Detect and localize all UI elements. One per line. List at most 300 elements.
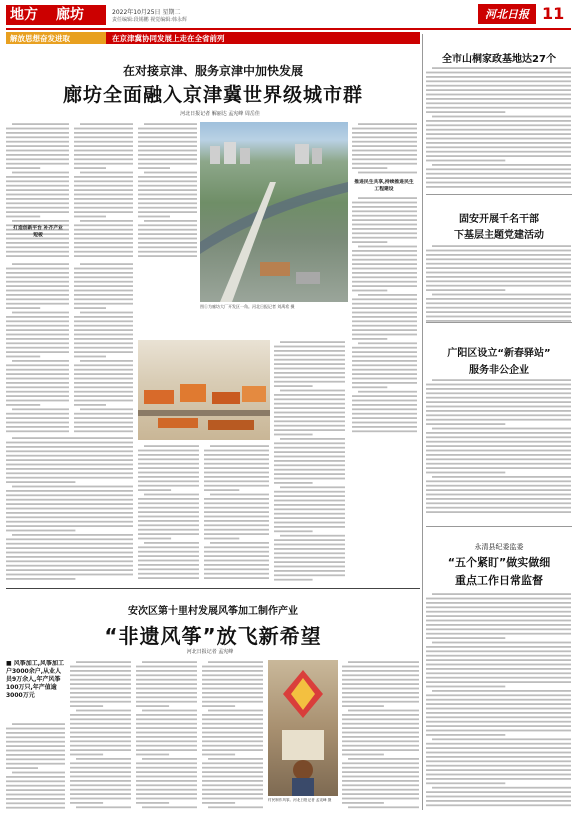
text-line [274, 504, 345, 506]
text-line [74, 351, 133, 353]
text-line [70, 793, 131, 795]
text-line [6, 391, 69, 393]
text-line [426, 441, 571, 443]
text-line [202, 740, 263, 742]
text-line [138, 145, 197, 147]
text-line [352, 351, 417, 353]
text-line [274, 530, 313, 532]
text-line [136, 688, 197, 690]
text-line [426, 289, 505, 291]
text-line [6, 347, 69, 349]
text-line [426, 177, 571, 179]
text-line [74, 224, 133, 226]
text-line [426, 298, 571, 300]
story4-headline-2: 重点工作日常监督 [455, 574, 543, 587]
text-line [138, 132, 197, 134]
text-line [136, 740, 197, 742]
text-line [136, 683, 197, 685]
body-text-texture [274, 340, 346, 584]
text-line [352, 136, 417, 138]
text-line [74, 422, 133, 424]
text-line [426, 263, 571, 265]
text-line [342, 723, 419, 725]
text-line [6, 459, 133, 461]
body-text-texture [6, 122, 70, 260]
text-line [426, 686, 505, 688]
text-line [426, 186, 571, 188]
text-line [12, 360, 69, 362]
text-line [426, 467, 571, 469]
text-line [274, 434, 313, 436]
body-text-texture [74, 122, 134, 260]
text-line [426, 267, 571, 269]
body-text-texture [6, 722, 66, 812]
text-line [426, 668, 571, 670]
text-line [70, 754, 103, 756]
text-line [352, 254, 417, 256]
text-line [138, 136, 197, 138]
text-line [426, 410, 571, 412]
page-number: 11 [542, 4, 565, 23]
text-line [138, 189, 197, 191]
text-line [204, 485, 269, 487]
text-line [6, 342, 69, 344]
text-line [6, 207, 69, 209]
text-line [6, 494, 133, 496]
text-line [138, 463, 199, 465]
text-line [432, 690, 571, 692]
text-line [80, 123, 133, 125]
text-line [6, 145, 69, 147]
text-line [6, 382, 69, 384]
text-line [274, 579, 313, 581]
text-line [138, 502, 199, 504]
text-line [6, 356, 40, 358]
text-line [426, 133, 571, 135]
text-line [6, 565, 133, 567]
text-line [348, 806, 419, 808]
text-line [74, 176, 133, 178]
text-line [426, 782, 505, 784]
text-line [74, 145, 133, 147]
text-line [274, 495, 345, 497]
text-line [274, 561, 345, 563]
body-text-texture [352, 122, 418, 176]
text-line [352, 132, 417, 134]
story4-headline-1: “五个紧盯”做实做细 [447, 556, 551, 569]
text-line [426, 458, 571, 460]
text-line [426, 796, 571, 798]
bottom-headline: “非遗风筝”放飞新希望 [104, 624, 322, 648]
text-line [74, 347, 133, 349]
text-line [432, 787, 571, 789]
text-line [12, 220, 69, 222]
text-line [204, 546, 269, 548]
text-line [210, 494, 269, 496]
text-line [342, 798, 419, 800]
text-line [6, 728, 65, 730]
text-line [274, 442, 345, 444]
banner-slogan: 在京津冀协同发展上走在全省前列 [112, 34, 225, 43]
text-line [274, 557, 345, 559]
text-line [204, 467, 269, 469]
text-line [204, 520, 269, 522]
text-line [6, 154, 69, 156]
text-line [136, 736, 197, 738]
body-text-texture [6, 262, 70, 434]
text-line [74, 378, 133, 380]
text-line [138, 555, 199, 557]
text-line [426, 285, 571, 287]
text-line [74, 150, 133, 152]
text-line [6, 789, 65, 791]
text-line [6, 442, 133, 444]
text-line [352, 276, 417, 278]
bottom-body-col-3 [136, 660, 198, 812]
text-line [352, 408, 417, 410]
text-line [280, 341, 345, 343]
text-line [76, 710, 131, 712]
text-line [358, 172, 417, 174]
text-line [138, 211, 197, 213]
text-line [426, 250, 571, 252]
text-line [74, 180, 133, 182]
text-line [70, 767, 131, 769]
body-text-texture [202, 660, 264, 812]
text-line [144, 445, 199, 447]
text-line [342, 683, 419, 685]
text-line [6, 464, 133, 466]
text-line [352, 250, 417, 252]
body-text-texture [426, 66, 572, 192]
text-line [136, 732, 197, 734]
text-line [138, 454, 199, 456]
text-line [6, 754, 65, 756]
lead-body-col-3 [138, 122, 198, 260]
text-line [202, 688, 263, 690]
text-line [426, 498, 571, 500]
text-line [426, 752, 571, 754]
text-line [74, 329, 133, 331]
text-line [138, 216, 170, 218]
body-text-texture [138, 444, 200, 584]
text-line [136, 670, 197, 672]
text-line [358, 391, 417, 393]
text-line [426, 774, 571, 776]
text-line [426, 160, 505, 162]
text-line [426, 129, 571, 131]
text-line [342, 714, 419, 716]
text-line [6, 400, 69, 402]
text-line [432, 593, 571, 595]
text-line [80, 408, 133, 410]
text-line [426, 602, 571, 604]
text-line [136, 784, 197, 786]
text-line [138, 520, 199, 522]
text-line [136, 727, 197, 729]
text-line [6, 455, 133, 457]
text-line [352, 150, 417, 152]
text-line [342, 740, 419, 742]
text-line [70, 780, 131, 782]
text-line [352, 241, 387, 243]
text-line [426, 392, 571, 394]
text-line [204, 577, 269, 579]
text-line [426, 302, 571, 304]
text-line [6, 569, 133, 571]
story4-kicker: 永清县纪委监委 [474, 543, 524, 551]
text-line [70, 696, 131, 698]
text-line [352, 417, 417, 419]
text-line [426, 760, 571, 762]
text-line [352, 320, 417, 322]
text-line [426, 138, 571, 140]
text-line [426, 98, 571, 100]
text-line [70, 714, 131, 716]
text-line [74, 268, 133, 270]
text-line [342, 679, 419, 681]
text-line [6, 268, 69, 270]
text-line [70, 679, 131, 681]
text-line [6, 325, 69, 327]
text-line [70, 745, 131, 747]
text-line [202, 776, 263, 778]
text-line [274, 539, 345, 541]
text-line [6, 477, 133, 479]
text-line [202, 692, 263, 694]
text-line [138, 467, 199, 469]
text-line [352, 386, 387, 388]
newspaper-logo [478, 4, 536, 24]
text-line [426, 712, 571, 714]
text-line [274, 350, 345, 352]
text-line [426, 401, 571, 403]
lead-body-col-2 [74, 122, 134, 260]
text-line [12, 534, 133, 536]
text-line [202, 705, 235, 707]
text-line [274, 566, 345, 568]
text-line [426, 765, 571, 767]
text-line [80, 263, 133, 265]
text-line [74, 194, 133, 196]
text-line [202, 798, 263, 800]
section-label-left: 地方 [10, 7, 38, 23]
text-line [6, 281, 69, 283]
text-line [358, 197, 417, 199]
text-line [352, 154, 417, 156]
text-line [274, 394, 345, 396]
text-line [6, 741, 65, 743]
text-line [208, 806, 263, 808]
text-line [352, 364, 417, 366]
text-line [6, 807, 65, 809]
bottom-body-col-1 [6, 722, 66, 812]
text-line [144, 123, 197, 125]
text-line [6, 198, 69, 200]
bottom-body-col-2 [70, 660, 132, 812]
text-line [74, 198, 133, 200]
text-line [202, 802, 235, 804]
text-line [74, 276, 133, 278]
text-line [6, 508, 133, 510]
text-line [6, 422, 69, 424]
text-line [432, 642, 571, 644]
text-line [6, 745, 65, 747]
text-line [358, 246, 417, 248]
text-line [426, 703, 571, 705]
text-line [138, 150, 197, 152]
lead-body-col-8 [138, 444, 200, 584]
text-line [70, 683, 131, 685]
text-line [138, 511, 199, 513]
story3-headline-1: 广阳区设立“新春驿站” [447, 348, 551, 359]
text-line [6, 307, 40, 309]
text-line [426, 89, 571, 91]
text-line [136, 771, 197, 773]
text-line [76, 806, 131, 808]
text-line [426, 716, 571, 718]
text-line [352, 206, 417, 208]
text-line [342, 749, 419, 751]
text-line [426, 611, 571, 613]
body-text-texture [426, 244, 572, 324]
text-line [202, 679, 263, 681]
text-line [144, 542, 199, 544]
text-line [280, 438, 345, 440]
text-line [138, 128, 197, 130]
text-line [74, 154, 133, 156]
text-line [274, 385, 313, 387]
text-line [80, 172, 133, 174]
issue-date: 2022年10月25日 星期二 [112, 9, 181, 16]
text-line [352, 312, 417, 314]
text-line [426, 436, 571, 438]
text-line [426, 624, 571, 626]
text-line [358, 294, 417, 296]
text-line [12, 723, 65, 725]
text-line [138, 524, 199, 526]
text-line [70, 771, 131, 773]
text-line [352, 307, 417, 309]
text-line [426, 280, 571, 282]
text-line [6, 481, 75, 483]
text-line [352, 303, 417, 305]
text-line [426, 489, 571, 491]
text-line [426, 142, 571, 144]
lead-headline: 廊坊全面融入京津冀世界级城市群 [62, 84, 363, 106]
factory-scene-art [138, 340, 270, 440]
text-line [138, 185, 197, 187]
text-line [204, 454, 269, 456]
lead-body-col-10 [274, 340, 346, 584]
text-line [358, 342, 417, 344]
text-line [74, 356, 106, 358]
text-line [6, 276, 69, 278]
text-line [138, 180, 197, 182]
text-line [274, 425, 345, 427]
text-line [74, 141, 133, 143]
text-line [12, 772, 65, 774]
lead-body-col-7 [352, 196, 418, 436]
text-line [136, 802, 169, 804]
text-line [352, 347, 417, 349]
text-line [70, 740, 131, 742]
story2-headline-2: 下基层主题党建活动 [454, 230, 544, 241]
story1-body [426, 66, 572, 192]
text-line [138, 251, 197, 253]
text-line [426, 173, 571, 175]
text-line [204, 573, 269, 575]
text-line [138, 489, 171, 491]
text-line [6, 798, 65, 800]
text-line [6, 516, 133, 518]
text-line [352, 400, 417, 402]
text-line [202, 732, 263, 734]
text-line [426, 650, 571, 652]
text-line [274, 354, 345, 356]
text-line [138, 564, 199, 566]
bottom-photo-kites [268, 660, 338, 796]
text-line [426, 747, 571, 749]
body-text-texture [6, 436, 134, 584]
text-line [274, 359, 345, 361]
text-line [202, 754, 235, 756]
text-line [74, 246, 133, 248]
bottom-lead-text: ■ 风筝加工,风筝加工户3000余户,从业人员9万余人,年产风筝100万只,年产值逾3000万元 [6, 660, 65, 699]
text-line [274, 447, 345, 449]
text-line [352, 281, 417, 283]
bottom-body-col-4 [202, 660, 264, 812]
text-line [6, 530, 75, 532]
text-line [6, 417, 69, 419]
text-line [204, 450, 269, 452]
body-text-texture [74, 262, 134, 434]
text-line [426, 454, 571, 456]
text-line [274, 517, 345, 519]
body-text-texture [352, 196, 418, 436]
text-line [352, 338, 387, 340]
text-line [426, 756, 571, 758]
text-line [204, 538, 239, 540]
text-line [138, 246, 197, 248]
text-line [136, 776, 197, 778]
text-line [426, 672, 571, 674]
bottom-kicker: 安次区第十里村发展风筝加工制作产业 [128, 606, 298, 617]
text-line [274, 522, 345, 524]
text-line [426, 646, 571, 648]
text-line [274, 398, 345, 400]
text-line [6, 413, 69, 415]
text-line [274, 372, 345, 374]
text-line [426, 694, 571, 696]
body-text-texture [342, 660, 420, 812]
lead-body-col-9 [204, 444, 270, 584]
text-line [136, 723, 197, 725]
text-line [274, 513, 345, 515]
text-line [138, 507, 199, 509]
text-line [74, 430, 133, 432]
text-line [138, 176, 197, 178]
text-line [432, 738, 571, 740]
text-line [352, 145, 417, 147]
text-line [136, 789, 197, 791]
text-line [274, 526, 345, 528]
text-line [136, 718, 197, 720]
text-line [352, 272, 417, 274]
text-line [6, 194, 69, 196]
text-line [210, 542, 269, 544]
body-text-texture [426, 592, 572, 812]
